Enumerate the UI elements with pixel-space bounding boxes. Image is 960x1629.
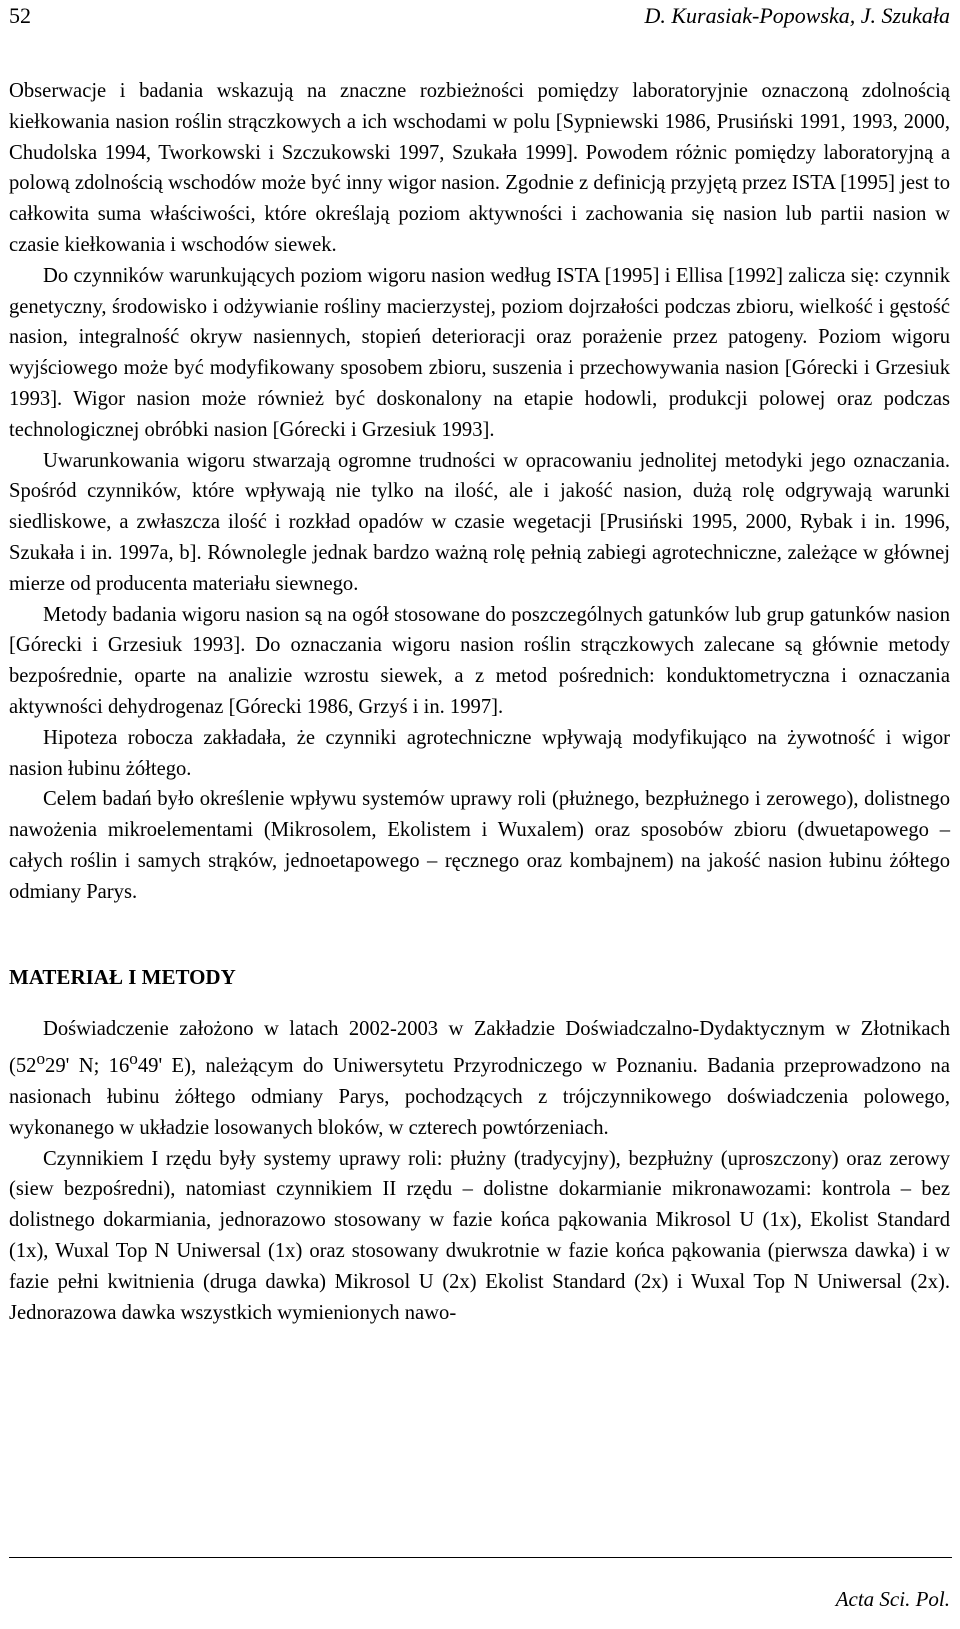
methods-paragraph-1 <box>9 1014 950 1144</box>
intro-paragraph-2: Do czynników warunkujących poziom wigoru nasion według ISTA [1995] i Ellisa [1992] zalicza się: czynnik genetyczny, środowisko i odżywianie rośliny macierzystej, poziom dojrzałości podczas zbioru, wielkość i gęstość nasion, integralność okryw nasiennych, stopień deterioracji oraz porażenie przez patogeny. Poziom wigoru wyjściowego może być modyfikowany sposobem zbioru, suszenia i przechowywania nasion [Górecki i Grzesiuk 1993]. Wigor nasion może również być doskonalony na etapie hodowli, produkcji polowej oraz podczas technologicznej obróbki nasion [Górecki i Grzesiuk 1993]. <box>9 264 950 441</box>
header-authors: D. Kurasiak-Popowska, J. Szukała <box>644 3 950 28</box>
footer-journal: Acta Sci. Pol. <box>835 1587 950 1611</box>
methods-p1-part1: Doświadczenie założono w latach 2002-2003 w Zakładzie Doświadczalno-Dydaktycznym w Złotnikach (52 <box>9 1017 950 1078</box>
degree-mark-2: o <box>129 1049 138 1069</box>
intro-paragraph-1: Obserwacje i badania wskazują na znaczne rozbieżności pomiędzy laboratoryjnie oznaczoną zdolnością kiełkowania nasion roślin strączkowych a ich wschodami w polu [Sypniewski 1986, Prusiński 1991, 1993, 2000, Chudolska 1994, Tworkowski i Szczukowski 1997, Szukała 1999]. Powodem różnic pomiędzy laboratoryjną a polową zdolnością wschodów może być inny wigor nasion. Zgodnie z definicją przyjętą przez ISTA [1995] jest to całkowita suma właściwości, które określają poziom aktywności i zachowania się nasion lub partii nasion w czasie kiełkowania i wschodów siewek. <box>9 80 950 256</box>
degree-mark-1: o <box>36 1049 46 1069</box>
page-number: 52 <box>9 3 31 28</box>
intro-paragraph-5: Hipoteza robocza zakładała, że czynniki agrotechniczne wpływają modyfikująco na żywotność i wigor nasion łubinu żółtego. <box>9 726 950 780</box>
running-head <box>9 0 950 30</box>
footer-rule <box>9 1557 952 1558</box>
article-body <box>9 76 950 1328</box>
intro-paragraph-4: Metody badania wigoru nasion są na ogół stosowane do poszczególnych gatunków lub grup gatunków nasion [Górecki i Grzesiuk 1993]. Do oznaczania wigoru nasion roślin strączkowych zalecane są głównie metody bezpośrednie, oparte na analizie wzrostu siewek, a z metod pośrednich: konduktometryczna i oznaczania aktywności dehydrogenaz [Górecki 1986, Grzyś i in. 1997]. <box>9 603 950 718</box>
intro-paragraph-6: Celem badań było określenie wpływu systemów uprawy roli (płużnego, bezpłużnego i zerowego), dolistnego nawożenia mikroelementami (Mikrosolem, Ekolistem i Wuxalem) oraz sposobów zbioru (dwuetapowego – całych roślin i samych strąków, jednoetapowego – ręcznego oraz kombajnem) na jakość nasion łubinu żółtego odmiany Parys. <box>9 788 950 903</box>
methods-p1-part3: 49' E), należącym do Uniwersytetu Przyrodniczego w Poznaniu. Badania przeprowadzono na nasionach łubinu żółtego odmiany Parys, pochodzących z trójczynnikowego doświadczenia polowego, wykonanego w układzie losowanych bloków, w czterech powtórzeniach. <box>9 1055 950 1139</box>
intro-paragraph-3: Uwarunkowania wigoru stwarzają ogromne trudności w opracowaniu jednolitej metodyki jego oznaczania. Spośród czynników, które wpływają nie tylko na ilość, ale i jakość nasion, dużą rolę odgrywają warunki siedliskowe, a zwłaszcza ilość i rozkład opadów w czasie wegetacji [Prusiński 1995, 2000, Rybak i in. 1996, Szukała i in. 1997a, b]. Równolegle jednak bardzo ważną rolę pełnią zabiegi agrotechniczne, zależące w głównej mierze od producenta materiału siewnego. <box>9 449 950 595</box>
methods-paragraph-2: Czynnikiem I rzędu były systemy uprawy roli: płużny (tradycyjny), bezpłużny (uproszczony) oraz zerowy (siew bezpośredni), natomiast czynnikiem II rzędu – dolistne dokarmianie mikronawozami: kontrola – bez dolistnego dokarmiania, jednorazowo stosowany w fazie końca pąkowania Mikrosol U (1x), Ekolist Standard (1x), Wuxal Top N Uniwersal (1x) oraz stosowany dwukrotnie w fazie końca pąkowania (pierwsza dawka) i w fazie pełni kwitnienia (druga dawka) Mikrosol U (2x) Ekolist Standard (2x) i Wuxal Top N Uniwersal (2x). Jednorazowa dawka wszystkich wymienionych nawo- <box>9 1147 950 1324</box>
methods-p1-part2: 29' N; 16 <box>45 1055 130 1078</box>
section-heading: MATERIAŁ I METODY <box>9 964 236 989</box>
